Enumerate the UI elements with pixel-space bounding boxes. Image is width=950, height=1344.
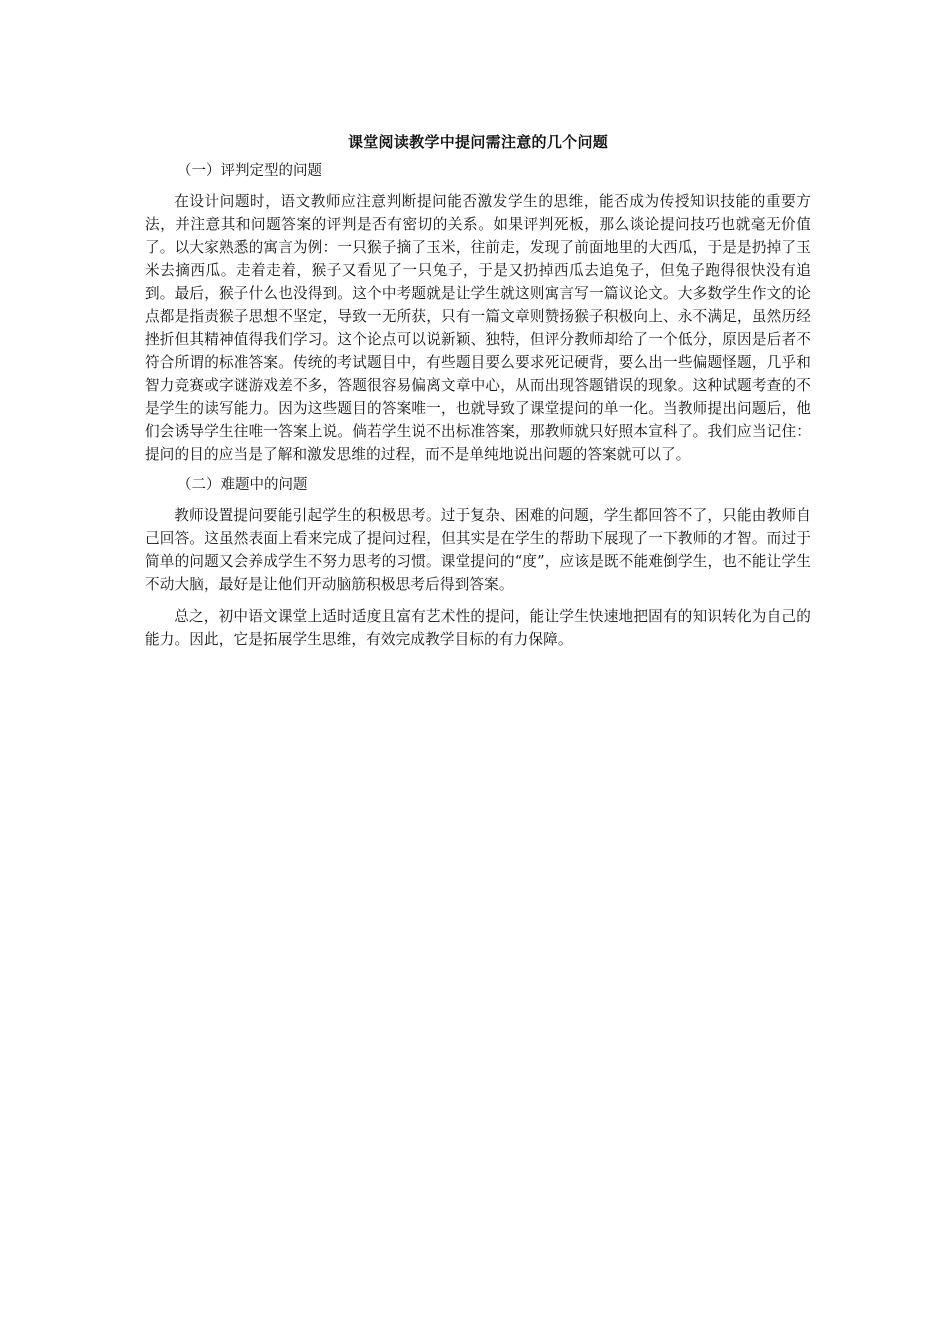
document-title: 课堂阅读教学中提问需注意的几个问题 — [347, 133, 609, 151]
paragraph: 教师设置提问要能引起学生的积极思考。过于复杂、困难的问题，学生都回答不了，只能由教师自己回答。这虽然表面上看来完成了提问过程，但其实是在学生的帮助下展现了一下教师的才智。而过于简单的问题又会养成学生不努力思考的习惯。课堂提问的“度”，应该是既不能难倒学生，也不能让学生不动大脑，最好是让他们开动脑筋积极思考后得到答案。 — [145, 507, 811, 593]
paragraph: 在设计问题时，语文教师应注意判断提问能否激发学生的思维，能否成为传授知识技能的重要方法，并注意其和问题答案的评判是否有密切的关系。如果评判死板，那么谈论提问技巧也就毫无价值了。以大家熟悉的寓言为例：一只猴子摘了玉米，往前走，发现了前面地里的大西瓜，于是是扔掉了玉米去摘西瓜。走着走着，猴子又看见了一只兔子，于是又扔掉西瓜去追兔子，但兔子跑得很快没有追到。最后，猴子什么也没得到。这个中考题就是让学生就这则寓言写一篇议论文。大多数学生作文的论点都是指责猴子思想不坚定，导致一无所获，只有一篇文章则赞扬猴子积极向上、永不满足，虽然历经挫折但其精神值得我们学习。这个论点可以说新颖、独特，但评分教师却给了一个低分，原因是后者不符合所谓的标准答案。传统的考试题目中，有些题目要么要求死记硬背，要么出一些偏题怪题，几乎和智力竞赛或字谜游戏差不多，答题很容易偏离文章中心，从而出现答题错误的现象。这种试题考查的不是学生的读写能力。因为这些题目的答案唯一，也就导致了课堂提问的单一化。当教师提出问题后，他们会诱导学生往唯一答案上说。倘若学生说不出标准答案，那教师就只好照本宣科了。我们应当记住：提问的目的应当是了解和激发思维的过程，而不是单纯地说出问题的答案就可以了。 — [145, 193, 811, 463]
document-page — [145, 132, 811, 660]
section-1 — [145, 161, 811, 466]
section-2 — [145, 475, 811, 651]
section-heading: （一）评判定型的问题 — [177, 163, 322, 179]
paragraph: 总之，初中语文课堂上适时适度且富有艺术性的提问，能让学生快速地把固有的知识转化为自己的能力。因此，它是拓展学生思维，有效完成教学目标的有力保障。 — [145, 608, 811, 648]
section-heading: （二）难题中的问题 — [177, 477, 308, 493]
